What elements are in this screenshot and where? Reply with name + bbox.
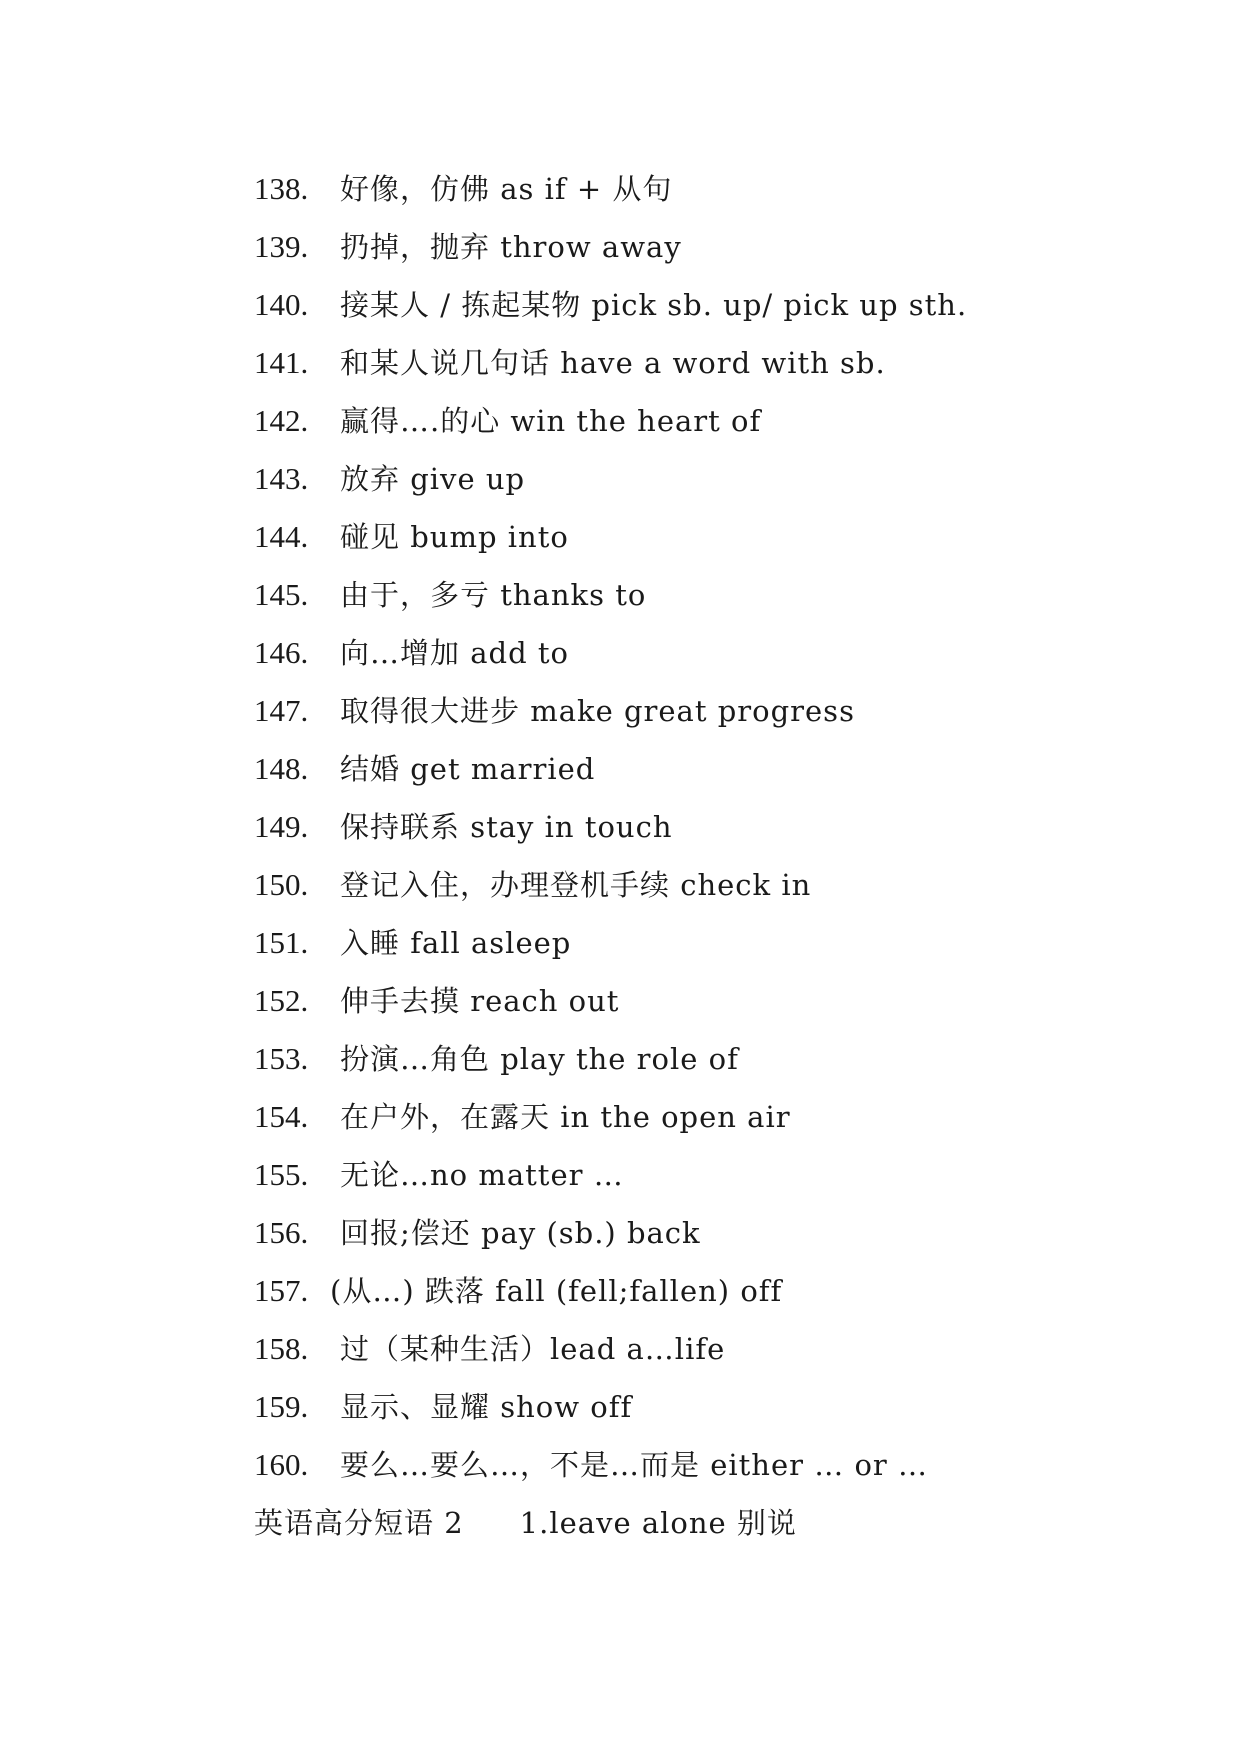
entry-number: 156. (254, 1215, 309, 1250)
phrase-entry (254, 276, 1154, 334)
entry-text: 登记入住，办理登机手续 check in (340, 868, 812, 902)
entry-text: 扮演…角色 play the role of (340, 1042, 739, 1076)
entry-number: 157. (254, 1273, 309, 1308)
phrase-entry (254, 334, 1154, 392)
entry-number: 149. (254, 809, 309, 844)
phrase-entry (254, 1030, 1154, 1088)
entry-text: 和某人说几句话 have a word with sb. (340, 346, 886, 380)
entry-number: 142. (254, 403, 309, 438)
phrase-entry (254, 160, 1154, 218)
entry-text: 要么…要么…，不是…而是 either … or … (340, 1448, 928, 1482)
entry-number: 159. (254, 1389, 309, 1424)
phrase-entry (254, 1436, 1154, 1494)
entry-text: 由于，多亏 thanks to (340, 578, 647, 612)
phrase-entry (254, 1088, 1154, 1146)
phrase-entry (254, 740, 1154, 798)
phrase-entry (254, 1262, 1154, 1320)
entry-number: 153. (254, 1041, 309, 1076)
phrase-entry (254, 1378, 1154, 1436)
entry-text: 伸手去摸 reach out (340, 984, 620, 1018)
phrase-entry (254, 508, 1154, 566)
phrase-entry (254, 972, 1154, 1030)
entry-number: 155. (254, 1157, 309, 1192)
entry-number: 146. (254, 635, 309, 670)
phrase-entry (254, 682, 1154, 740)
entry-text: 赢得….的心 win the heart of (340, 404, 762, 438)
entry-text: 扔掉，抛弃 throw away (340, 230, 682, 264)
entry-text: (从…) 跌落 fall (fell;fallen) off (330, 1274, 783, 1308)
entry-text: 碰见 bump into (340, 520, 569, 554)
entry-text: 接某人 / 拣起某物 pick sb. up/ pick up sth. (340, 288, 968, 322)
phrase-entry (254, 566, 1154, 624)
entry-text: 取得很大进步 make great progress (340, 694, 855, 728)
entry-text: 放弃 give up (340, 462, 526, 496)
phrase-entry (254, 624, 1154, 682)
entry-number: 152. (254, 983, 309, 1018)
section-footer (254, 1494, 1154, 1552)
entry-text: 入睡 fall asleep (340, 926, 572, 960)
section-first-item: 1.leave alone 别说 (519, 1506, 797, 1540)
phrase-entry (254, 856, 1154, 914)
document-page (254, 160, 1154, 1552)
entry-text: 好像，仿佛 as if + 从句 (340, 172, 673, 206)
phrase-entry (254, 392, 1154, 450)
entry-number: 140. (254, 287, 309, 322)
entry-number: 158. (254, 1331, 309, 1366)
entry-number: 154. (254, 1099, 309, 1134)
entry-text: 在户外，在露天 in the open air (340, 1100, 791, 1134)
entry-text: 结婚 get married (340, 752, 596, 786)
entry-number: 160. (254, 1447, 309, 1482)
phrase-entry (254, 914, 1154, 972)
phrase-list (254, 160, 1154, 1494)
entry-text: 向…增加 add to (340, 636, 569, 670)
entry-number: 145. (254, 577, 309, 612)
entry-number: 141. (254, 345, 309, 380)
phrase-entry (254, 1146, 1154, 1204)
phrase-entry (254, 1320, 1154, 1378)
entry-text: 无论…no matter … (340, 1158, 624, 1192)
entry-text: 显示、显耀 show off (340, 1390, 633, 1424)
entry-text: 回报;偿还 pay (sb.) back (340, 1216, 701, 1250)
phrase-entry (254, 1204, 1154, 1262)
entry-number: 143. (254, 461, 309, 496)
entry-text: 保持联系 stay in touch (340, 810, 673, 844)
entry-number: 139. (254, 229, 309, 264)
section-title: 英语高分短语 2 (254, 1506, 464, 1540)
phrase-entry (254, 218, 1154, 276)
entry-number: 138. (254, 171, 309, 206)
entry-number: 144. (254, 519, 309, 554)
entry-number: 148. (254, 751, 309, 786)
phrase-entry (254, 798, 1154, 856)
entry-number: 150. (254, 867, 309, 902)
entry-number: 147. (254, 693, 309, 728)
entry-number: 151. (254, 925, 309, 960)
entry-text: 过（某种生活）lead a…life (340, 1332, 726, 1366)
phrase-entry (254, 450, 1154, 508)
